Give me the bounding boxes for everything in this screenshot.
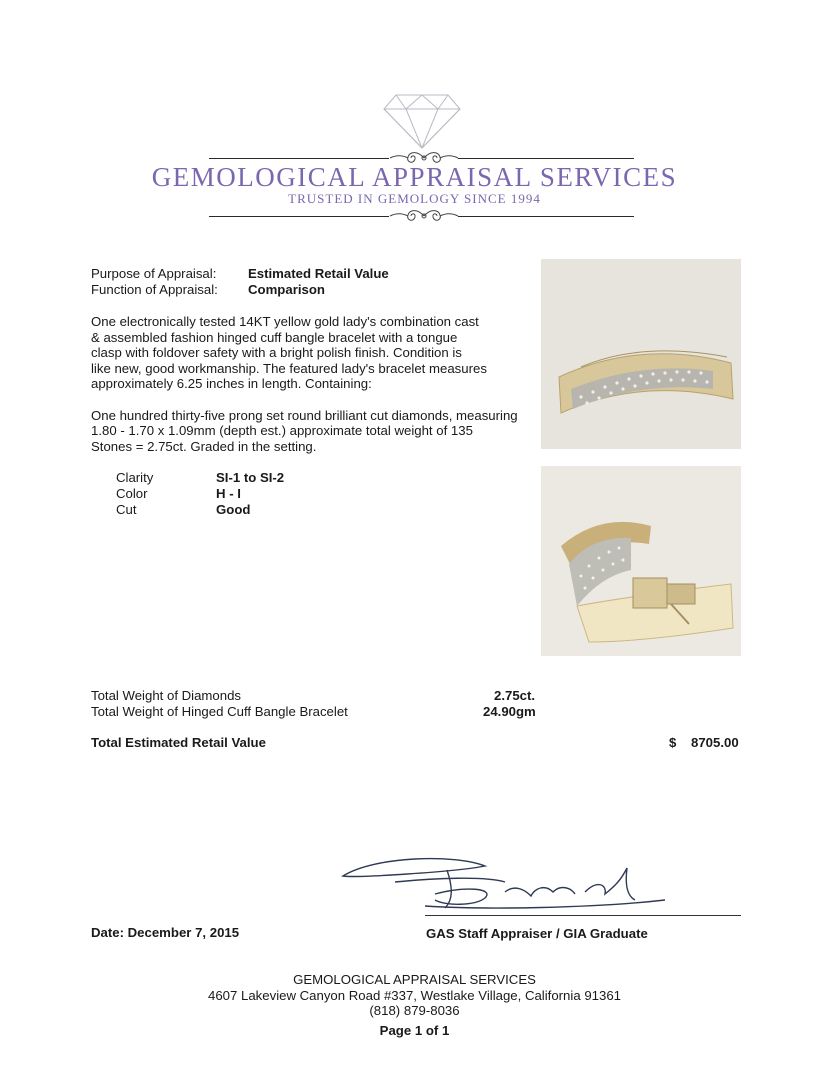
scroll-ornament-icon xyxy=(386,207,462,225)
appraiser-signature xyxy=(335,848,745,923)
description-line: & assembled fashion hinged cuff bangle bracelet with a tongue xyxy=(91,330,458,345)
description-line: clasp with foldover safety with a bright polish finish. Condition is xyxy=(91,345,462,360)
bracelet-weight-label: Total Weight of Hinged Cuff Bangle Bracelet xyxy=(91,704,348,719)
retail-value: 8705.00 xyxy=(691,735,739,750)
purpose-label: Purpose of Appraisal: xyxy=(91,266,217,281)
bracelet-photo-clasp xyxy=(541,466,741,656)
signature-line xyxy=(425,915,741,916)
company-tagline: TRUSTED IN GEMOLOGY SINCE 1994 xyxy=(288,191,541,206)
color-value: H - I xyxy=(216,486,241,501)
cut-value: Good xyxy=(216,502,251,517)
description-line: like new, good workmanship. The featured lady's bracelet measures xyxy=(91,361,487,376)
color-label: Color xyxy=(116,486,148,501)
bracelet-photo-top xyxy=(541,259,741,449)
function-label: Function of Appraisal: xyxy=(91,282,218,297)
diamond-logo-icon xyxy=(382,93,462,149)
diamond-weight-value: 2.75ct. xyxy=(494,688,536,703)
stone-line: 1.80 - 1.70 x 1.09mm (depth est.) approximate total weight of 135 xyxy=(91,423,473,438)
function-value: Comparison xyxy=(248,282,325,297)
appraisal-date: Date: December 7, 2015 xyxy=(91,925,240,940)
header-rule-top-right xyxy=(458,158,634,159)
footer-phone: (818) 879-8036 xyxy=(369,1003,460,1018)
footer-company: GEMOLOGICAL APPRAISAL SERVICES xyxy=(293,972,536,987)
footer-address: 4607 Lakeview Canyon Road #337, Westlake Village, California 91361 xyxy=(208,988,621,1003)
clarity-label: Clarity xyxy=(116,470,154,485)
retail-value-label: Total Estimated Retail Value xyxy=(91,735,266,750)
header-rule-bottom-left xyxy=(209,216,389,217)
stone-line: One hundred thirty-five prong set round brilliant cut diamonds, measuring xyxy=(91,408,518,423)
bracelet-weight-value: 24.90gm xyxy=(483,704,536,719)
appraiser-title: GAS Staff Appraiser / GIA Graduate xyxy=(426,926,648,941)
purpose-value: Estimated Retail Value xyxy=(248,266,389,281)
cut-label: Cut xyxy=(116,502,137,517)
description-line: One electronically tested 14KT yellow gold lady's combination cast xyxy=(91,314,479,329)
clarity-value: SI-1 to SI-2 xyxy=(216,470,285,485)
description-line: approximately 6.25 inches in length. Containing: xyxy=(91,376,372,391)
diamond-weight-label: Total Weight of Diamonds xyxy=(91,688,242,703)
header-rule-top-left xyxy=(209,158,389,159)
page-number: Page 1 of 1 xyxy=(379,1023,450,1038)
stone-line: Stones = 2.75ct. Graded in the setting. xyxy=(91,439,317,454)
currency-symbol: $ xyxy=(669,735,677,750)
company-name: GEMOLOGICAL APPRAISAL SERVICES xyxy=(151,162,678,192)
header-rule-bottom-right xyxy=(458,216,634,217)
